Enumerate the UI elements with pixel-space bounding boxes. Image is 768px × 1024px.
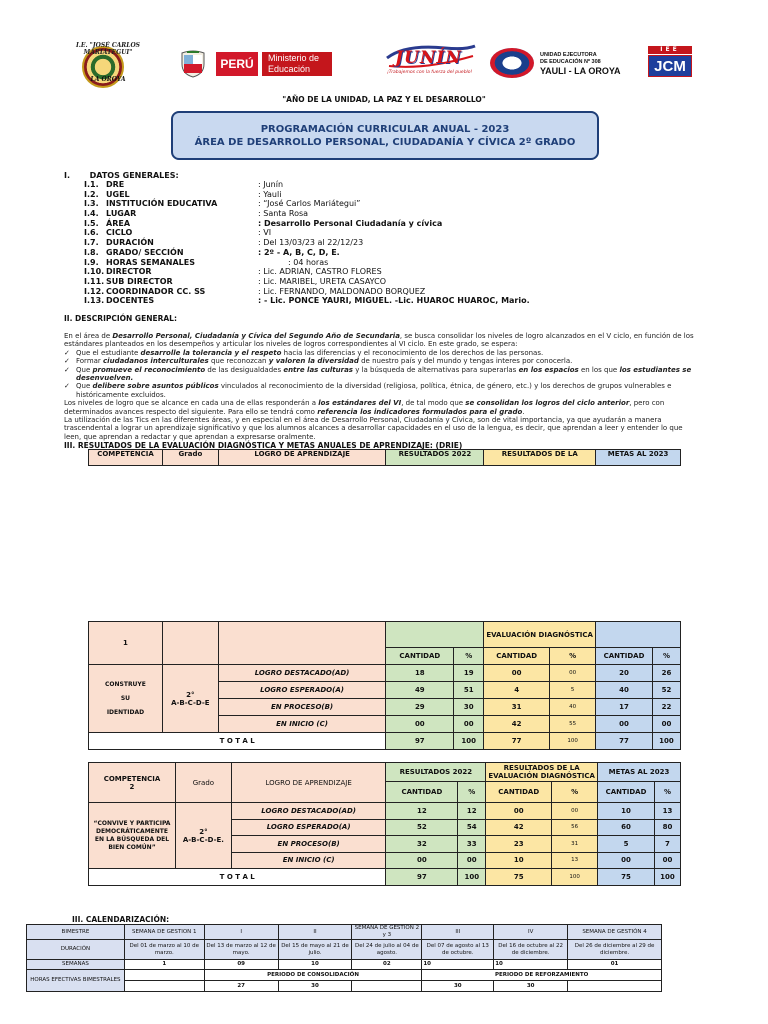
horas-cell: 30 xyxy=(278,981,352,992)
datos-row xyxy=(84,248,644,258)
bimestre-cell: SEMANA DE GESTION 1 xyxy=(124,925,204,940)
header-metas: METAS AL 2023 xyxy=(598,763,681,782)
ugel-emblem-icon xyxy=(490,48,534,78)
datos-row-key: ÁREA xyxy=(106,218,131,228)
col-percent: % xyxy=(458,782,486,803)
resultados-header-table xyxy=(88,449,681,466)
datos-row-key: SUB DIRECTOR xyxy=(106,276,173,286)
logro-label: LOGRO ESPERADO(A) xyxy=(218,682,386,699)
empty-cell xyxy=(218,622,386,665)
datos-row-value: : Lic. ADRIAN, CASTRO FLORES xyxy=(258,267,382,277)
value-cell: 49 xyxy=(386,682,454,699)
semanas-cell: 10 xyxy=(494,960,568,970)
datos-row-number: I.11. xyxy=(84,276,105,286)
datos-row-value: : Del 13/03/23 al 22/12/23 xyxy=(258,238,364,248)
competencia-1-table xyxy=(88,621,681,750)
value-cell: 13 xyxy=(552,852,598,869)
datos-row-number: I.10. xyxy=(84,267,105,277)
horas-cell: 27 xyxy=(204,981,278,992)
value-cell: 18 xyxy=(386,665,454,682)
competencia-number: 2 xyxy=(129,782,135,791)
horas-cell: 30 xyxy=(494,981,568,992)
empty-cell xyxy=(124,970,204,981)
datos-row-key: COORDINADOR CC. SS xyxy=(106,286,206,296)
datos-generales-list xyxy=(84,180,644,306)
total-cell: 100 xyxy=(552,869,598,886)
total-label: T O T A L xyxy=(89,733,386,750)
school-logo-subtext: LA OROYA xyxy=(90,76,126,83)
datos-row xyxy=(84,228,644,238)
duracion-cell: Del 13 de marzo al 12 de mayo. xyxy=(204,940,278,960)
value-cell: 17 xyxy=(596,699,653,716)
value-cell: 20 xyxy=(596,665,653,682)
semanas-cell: 09 xyxy=(204,960,278,970)
competencia-number: 1 xyxy=(89,622,163,665)
value-cell: 22 xyxy=(652,699,680,716)
header-logro: LOGRO DE APRENDIZAJE xyxy=(231,763,386,803)
value-cell: 80 xyxy=(654,819,680,836)
datos-row xyxy=(84,267,644,277)
value-cell: 5 xyxy=(550,682,596,699)
section-descripcion-heading: II. DESCRIPCIÓN GENERAL: xyxy=(64,314,177,323)
datos-row-number: I.12. xyxy=(84,286,105,296)
total-cell: 77 xyxy=(596,733,653,750)
col-percent: % xyxy=(550,648,596,665)
bullet-item: ✓ Que promueve el reconocimiento de las desigualdades entre las culturas y la búsqueda de alternativas para superarlas en los espacios en los que los estudiantes se desenvuelven. xyxy=(64,366,694,383)
ugel-name: YAULI - LA OROYA xyxy=(540,66,621,76)
datos-row-value: : Yauli xyxy=(258,189,282,199)
section-calendario-heading: III. CALENDARIZACIÓN: xyxy=(72,915,170,924)
title-box xyxy=(171,111,599,160)
datos-row-key: DURACIÓN xyxy=(106,238,154,248)
school-logo-text: I.E. "JOSÉ CARLOS MARIÁTEGUI" xyxy=(75,42,141,56)
eval-header: EVALUACIÓN DIAGNÓSTICA xyxy=(484,622,596,648)
logro-label: EN PROCESO(B) xyxy=(231,836,386,853)
total-cell: 97 xyxy=(386,869,458,886)
value-cell: 10 xyxy=(486,852,552,869)
grado-cell xyxy=(162,665,218,733)
value-cell: 00 xyxy=(652,716,680,733)
datos-row xyxy=(84,190,644,200)
title-line-2: ÁREA DE DESARROLLO PERSONAL, CIUDADANÍA Y CÍVICA 2º GRADO xyxy=(194,137,576,148)
datos-row-number: I.1. xyxy=(84,180,99,189)
bimestre-cell: SEMANA DE GESTIÓN 4 xyxy=(568,925,662,940)
value-cell: 00 xyxy=(386,716,454,733)
logro-label: LOGRO ESPERADO(A) xyxy=(231,819,386,836)
datos-row-number: I.6. xyxy=(84,228,99,238)
competencia-word: SU xyxy=(120,694,131,702)
datos-row-value: : Lic. FERNANDO, MALDONADO BORQUEZ xyxy=(258,286,426,296)
empty-cell xyxy=(162,622,218,665)
total-cell: 100 xyxy=(652,733,680,750)
datos-row-key: DRE xyxy=(106,180,125,189)
header-resultados-eval: RESULTADOS DE LA EVALUACIÓN DIAGNÓSTICA xyxy=(486,763,598,782)
value-cell: 31 xyxy=(552,836,598,853)
jcm-logo xyxy=(646,46,694,82)
value-cell: 00 xyxy=(596,716,653,733)
datos-row-number: I.9. xyxy=(84,257,99,267)
datos-row xyxy=(84,296,644,306)
datos-row-value: : VI xyxy=(258,228,272,238)
value-cell: 13 xyxy=(654,803,680,820)
bimestre-cell: III xyxy=(422,925,494,940)
datos-row-value: : Santa Rosa xyxy=(258,209,309,219)
col-cantidad: CANTIDAD xyxy=(598,782,655,803)
section-datos-heading xyxy=(64,171,179,180)
junin-slogan: ¡Trabajemos con la fuerza del pueblo! xyxy=(387,70,473,75)
semanas-cell: 10 xyxy=(278,960,352,970)
duracion-cell: Del 24 de julio al 04 de agosto. xyxy=(352,940,422,960)
datos-row-key: DOCENTES xyxy=(106,296,155,306)
bullet-item: ✓ Formar ciudadanos interculturales que reconozcan y valoren la diversidad de nuestro país y del mundo y tengas interes por conocerla. xyxy=(64,357,694,365)
descripcion-bullets xyxy=(64,349,694,399)
value-cell: 52 xyxy=(652,682,680,699)
descripcion-paragraph-2: Los niveles de logro que se alcance en cada una de ellas responderán a los estándares del VI, de tal modo que se consolidan los logros del ciclo anterior, pero con determinados avances respecto del siguiente. Para ello se tendrá como referencia los indicadores formulados para el grado. xyxy=(64,399,665,416)
duracion-cell: Del 07 de agosto al 13 de octubre. xyxy=(422,940,494,960)
col-percent: % xyxy=(654,782,680,803)
horas-cell xyxy=(352,981,422,992)
duracion-cell: Del 15 de mayo al 21 de julio. xyxy=(278,940,352,960)
descripcion-text xyxy=(64,332,694,441)
value-cell: 30 xyxy=(454,699,484,716)
datos-row-number: I.13. xyxy=(84,296,105,306)
empty-cell xyxy=(596,622,681,648)
datos-row-key: HORAS SEMANALES xyxy=(106,257,195,267)
total-cell: 77 xyxy=(484,733,550,750)
section-title: DATOS GENERALES: xyxy=(89,171,179,180)
bullet-item: ✓ Que delibere sobre asuntos públicos vinculados al reconocimiento de la diversidad (religiosa, política, étnica, de género, etc.) y los derechos de grupos vulnerables e históricamente excluidos. xyxy=(64,382,694,399)
section-number: I. xyxy=(64,171,71,180)
datos-row-value: : Desarrollo Personal Ciudadanía y cívica xyxy=(258,218,443,228)
value-cell: 29 xyxy=(386,699,454,716)
bullet-item: ✓ Que el estudiante desarrolle la tolerancia y el respeto hacia las diferencias y el reconocimiento de los derechos de las personas. xyxy=(64,349,694,357)
competencia-word: IDENTIDAD xyxy=(106,708,145,716)
horas-cell: 30 xyxy=(422,981,494,992)
secciones-value: A-B-C-D-E. xyxy=(182,835,224,844)
duracion-cell: Del 26 de diciembre al 29 de diciembre. xyxy=(568,940,662,960)
value-cell: 00 xyxy=(550,665,596,682)
datos-row xyxy=(84,209,644,219)
datos-row-key: GRADO/ SECCIÓN xyxy=(106,247,184,257)
col-cantidad: CANTIDAD xyxy=(386,648,454,665)
value-cell: 10 xyxy=(598,803,655,820)
logro-label: EN INICIO (C) xyxy=(231,852,386,869)
horas-cell xyxy=(124,981,204,992)
grado-cell xyxy=(175,803,231,869)
datos-row-value: : 04 horas xyxy=(288,257,329,267)
jcm-wordmark: JCM xyxy=(648,55,692,77)
year-motto: "AÑO DE LA UNIDAD, LA PAZ Y EL DESARROLLO" xyxy=(282,95,486,104)
logro-label: LOGRO DESTACADO(AD) xyxy=(218,665,386,682)
datos-row xyxy=(84,180,644,190)
semanas-label: SEMANAS xyxy=(27,960,125,970)
competencia-2-table xyxy=(88,762,681,886)
value-cell: 42 xyxy=(486,819,552,836)
col-percent: % xyxy=(454,648,484,665)
value-cell: 00 xyxy=(484,665,550,682)
duracion-label: DURACIÓN xyxy=(27,940,125,960)
datos-row-value: : Junín xyxy=(258,180,284,189)
secciones-value: A-B-C-D-E xyxy=(171,698,210,707)
col-percent: % xyxy=(652,648,680,665)
logro-label: EN PROCESO(B) xyxy=(218,699,386,716)
value-cell: 00 xyxy=(654,852,680,869)
total-cell: 75 xyxy=(486,869,552,886)
header-resultados-2022: RESULTADOS 2022 xyxy=(386,450,484,466)
logro-label: LOGRO DESTACADO(AD) xyxy=(231,803,386,820)
datos-row-key: DIRECTOR xyxy=(106,267,152,277)
header-competencia: COMPETENCIA xyxy=(89,450,163,466)
value-cell: 00 xyxy=(486,803,552,820)
value-cell: 32 xyxy=(386,836,458,853)
header-metas: METAS AL 2023 xyxy=(596,450,681,466)
value-cell: 51 xyxy=(454,682,484,699)
ugel-line-1: UNIDAD EJECUTORA xyxy=(540,52,597,58)
value-cell: 00 xyxy=(454,716,484,733)
datos-row-number: I.7. xyxy=(84,238,99,248)
value-cell: 40 xyxy=(550,699,596,716)
descripcion-paragraph-3: La utilización de las Tics en las diferentes áreas, y en especial en el área de Desarrollo Personal, Ciudadanía y Cívica, son de vital importancia, ya que ayudarán a manera trascendental a lograr un aprendizaje significativo y que los alumnos alcances a desarrollar capacidades en el uso de la lengua, es decir, que aprendan a leer y entender lo que leen, que aprendan a redactar y que aprendan a expresarse oralmente. xyxy=(64,416,683,441)
value-cell: 00 xyxy=(598,852,655,869)
logro-label: EN INICIO (C) xyxy=(218,716,386,733)
value-cell: 52 xyxy=(386,819,458,836)
header-grado: Grado xyxy=(175,763,231,803)
competencia-word: CONSTRUYE xyxy=(105,680,146,688)
title-line-1: PROGRAMACIÓN CURRICULAR ANUAL - 2023 xyxy=(260,124,510,135)
duracion-cell: Del 01 de marzo al 10 de marzo. xyxy=(124,940,204,960)
total-cell: 100 xyxy=(550,733,596,750)
junin-wordmark: JUNÍN xyxy=(395,48,462,68)
minedu-label: Ministerio de Educación xyxy=(260,52,332,76)
header-resultados-2022: RESULTADOS 2022 xyxy=(386,763,486,782)
semanas-cell: 10 xyxy=(422,960,494,970)
datos-row xyxy=(84,258,644,268)
header-logos xyxy=(50,40,710,88)
header-resultados-eval: RESULTADOS DE LA xyxy=(484,450,596,466)
competencia-name xyxy=(89,665,163,733)
peru-label: PERÚ xyxy=(216,52,258,76)
value-cell: 40 xyxy=(596,682,653,699)
value-cell: 42 xyxy=(484,716,550,733)
duracion-cell: Del 16 de octubre al 22 de diciembre. xyxy=(494,940,568,960)
total-label: T O T A L xyxy=(89,869,386,886)
value-cell: 00 xyxy=(386,852,458,869)
grado-value: 2° xyxy=(199,827,208,836)
header-logro: LOGRO DE APRENDIZAJE xyxy=(218,450,386,466)
junin-logo xyxy=(385,44,477,84)
section-resultados-heading: III. RESULTADOS DE LA EVALUACIÓN DIAGNÓSTICA Y METAS ANUALES DE APRENDIZAJE: (DRIE) xyxy=(64,441,463,450)
horas-label: HORAS EFECTIVAS BIMESTRALES xyxy=(27,970,125,992)
datos-row-number: I.3. xyxy=(84,199,99,209)
datos-row xyxy=(84,277,644,287)
datos-row-key: UGEL xyxy=(106,189,130,199)
value-cell: 00 xyxy=(458,852,486,869)
periodo-consolidacion: PERIODO DE CONSOLIDACIÓN xyxy=(204,970,422,981)
calendario-table xyxy=(26,924,662,992)
value-cell: 33 xyxy=(458,836,486,853)
datos-row-number: I.4. xyxy=(84,209,99,219)
datos-row-value: : 2º - A, B, C, D, E. xyxy=(258,247,340,257)
value-cell: 7 xyxy=(654,836,680,853)
competencia-label: COMPETENCIA xyxy=(103,774,161,783)
semanas-cell: 1 xyxy=(124,960,204,970)
horas-cell xyxy=(568,981,662,992)
value-cell: 60 xyxy=(598,819,655,836)
jcm-top-label: IEE xyxy=(648,46,692,54)
datos-row-number: I.2. xyxy=(84,189,99,199)
value-cell: 54 xyxy=(458,819,486,836)
datos-row-number: I.5. xyxy=(84,218,99,228)
datos-row-value: : “José Carlos Mariátegui” xyxy=(258,199,361,209)
empty-cell xyxy=(386,622,484,648)
col-percent: % xyxy=(552,782,598,803)
minedu-logo xyxy=(178,50,398,80)
datos-row-key: LUGAR xyxy=(106,209,137,219)
datos-row xyxy=(84,199,644,209)
col-cantidad: CANTIDAD xyxy=(486,782,552,803)
ugel-unit-label xyxy=(540,52,601,65)
datos-row xyxy=(84,238,644,248)
value-cell: 12 xyxy=(386,803,458,820)
bimestre-cell: IV xyxy=(494,925,568,940)
datos-row-value: : - Lic. PONCE YAURI, MIGUEL. -Lic. HUAROC HUAROC, Mario. xyxy=(258,296,530,306)
peru-shield-icon xyxy=(178,50,208,78)
value-cell: 4 xyxy=(484,682,550,699)
competencia-header xyxy=(89,763,176,803)
datos-row-key: CICLO xyxy=(106,228,133,238)
total-cell: 100 xyxy=(654,869,680,886)
value-cell: 56 xyxy=(552,819,598,836)
col-cantidad: CANTIDAD xyxy=(484,648,550,665)
total-cell: 75 xyxy=(598,869,655,886)
bimestre-cell: SEMANA DE GESTIÓN 2 y 3 xyxy=(352,925,422,940)
semanas-cell: 01 xyxy=(568,960,662,970)
value-cell: 31 xyxy=(484,699,550,716)
value-cell: 5 xyxy=(598,836,655,853)
col-cantidad: CANTIDAD xyxy=(596,648,653,665)
periodo-reforzamiento: PERIODO DE REFORZAMIENTO xyxy=(422,970,662,981)
semanas-cell: 02 xyxy=(352,960,422,970)
datos-row-value: : Lic. MARIBEL, URETA CASAYCO xyxy=(258,276,386,286)
datos-row xyxy=(84,219,644,229)
total-cell: 97 xyxy=(386,733,454,750)
datos-row-key: INSTITUCIÓN EDUCATIVA xyxy=(106,199,218,209)
bimestre-label: BIMESTRE xyxy=(27,925,125,940)
competencia-name: “CONVIVE Y PARTICIPA DEMOCRÁTICAMENTE EN LA BÚSQUEDA DEL BIEN COMÚN” xyxy=(89,803,176,869)
bimestre-cell: II xyxy=(278,925,352,940)
bimestre-cell: I xyxy=(204,925,278,940)
school-logo xyxy=(58,42,150,86)
datos-row xyxy=(84,287,644,297)
grado-value: 2° xyxy=(186,690,195,699)
datos-row-number: I.8. xyxy=(84,247,99,257)
value-cell: 19 xyxy=(454,665,484,682)
ugel-logo xyxy=(490,46,630,82)
col-cantidad: CANTIDAD xyxy=(386,782,458,803)
value-cell: 55 xyxy=(550,716,596,733)
ugel-line-2: DE EDUCACIÓN Nº 308 xyxy=(540,58,601,65)
descripcion-paragraph-1: En el área de Desarrollo Personal, Ciudadanía y Cívica del Segundo Año de Secundaria, se busca consolidar los niveles de logro alcanzados en el V ciclo, en función de los estándares planteados en los desempeños y articular los niveles de logros correspondientes al VI ciclo. En este grado, se espera: xyxy=(64,332,694,349)
value-cell: 23 xyxy=(486,836,552,853)
total-cell: 100 xyxy=(458,869,486,886)
total-cell: 100 xyxy=(454,733,484,750)
value-cell: 12 xyxy=(458,803,486,820)
header-grado: Grado xyxy=(162,450,218,466)
value-cell: 00 xyxy=(552,803,598,820)
value-cell: 26 xyxy=(652,665,680,682)
